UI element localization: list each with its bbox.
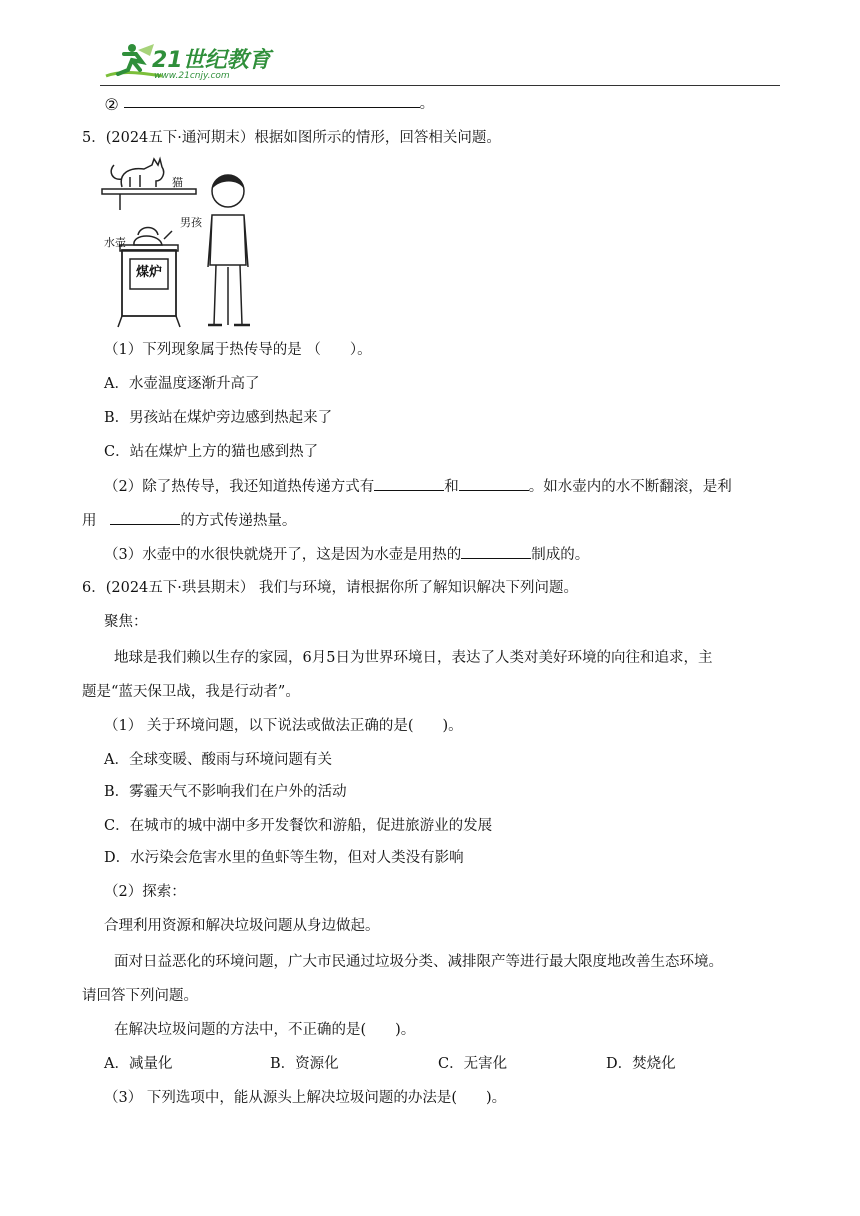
q6-focus-label: 聚焦： [104, 614, 148, 630]
q6-sub2-question: 在解决垃圾问题的方法中，不正确的是( )。 [114, 1022, 416, 1038]
logo-text: 21世纪教育 [152, 48, 271, 73]
q5-option-a[interactable]: A．水壶温度逐渐升高了 [104, 376, 260, 392]
site-logo [102, 40, 272, 86]
q6-sub3: （3） 下列选项中，能从源头上解决垃圾问题的办法是( )。 [104, 1090, 507, 1106]
label-cat: 猫 [172, 176, 183, 189]
label-boy: 男孩 [180, 216, 202, 229]
q5-option-c[interactable]: C．站在煤炉上方的猫也感到热了 [104, 444, 319, 460]
q6-sub1: （1） 关于环境问题，以下说法或做法正确的是( )。 [104, 718, 463, 734]
q6-sub2-line: 合理利用资源和解决垃圾问题从身边做起。 [104, 918, 380, 934]
q5-sub2-line2: 用 的方式传递热量。 [82, 510, 296, 531]
answer-blank[interactable] [110, 510, 180, 525]
q6-para2-line1: 面对日益恶化的环境问题，广大市民通过垃圾分类、减排限产等进行最大限度地改善生态环境。 [114, 954, 723, 970]
q6-sub2-option-d[interactable]: D．焚烧化 [606, 1056, 676, 1072]
q6-sub1-option-b[interactable]: B．雾霾天气不影响我们在户外的活动 [104, 784, 347, 800]
q6-sub2-option-a[interactable]: A．减量化 [104, 1056, 173, 1072]
q4-answer-line [104, 93, 434, 114]
q6-para2-line2: 请回答下列问题。 [82, 988, 198, 1004]
answer-blank[interactable] [461, 544, 531, 559]
q6-sub2-option-b[interactable]: B．资源化 [270, 1056, 339, 1072]
period: 。 [419, 96, 435, 112]
q5-sub1: （1）下列现象属于热传导的是 （ ）。 [104, 342, 372, 358]
heat-transfer-illustration [100, 155, 260, 330]
q5-sub3: （3）水壶中的水很快就烧开了，这是因为水壶是用热的 制成的。 [104, 544, 589, 565]
answer-blank[interactable] [459, 476, 529, 491]
answer-blank[interactable] [124, 93, 420, 108]
label-stove: 煤炉 [136, 265, 163, 280]
q6-stem: 6．(2024五下·珙县期末） 我们与环境，请根据你所了解知识解决下列问题。 [82, 580, 578, 596]
q6-sub1-option-c[interactable]: C．在城市的城中湖中多开发餐饮和游船，促进旅游业的发展 [104, 818, 493, 834]
q6-sub2-option-c[interactable]: C．无害化 [438, 1056, 508, 1072]
q6-sub2-label: （2）探索： [104, 884, 186, 900]
q6-para1-line2: 题是“蓝天保卫战，我是行动者”。 [82, 684, 300, 700]
q5-stem: 5．(2024五下·通河期末）根据如图所示的情形，回答相关问题。 [82, 130, 501, 146]
label-kettle: 水壶 [104, 236, 126, 249]
answer-blank[interactable] [374, 476, 444, 491]
q6-sub1-option-d[interactable]: D．水污染会危害水里的鱼虾等生物，但对人类没有影响 [104, 850, 464, 866]
q6-para1-line1: 地球是我们赖以生存的家园，6月5日为世界环境日，表达了人类对美好环境的向往和追求，主 [114, 650, 713, 666]
header-divider [100, 85, 780, 86]
circled-number-2: ② [104, 94, 119, 114]
q5-option-b[interactable]: B．男孩站在煤炉旁边感到热起来了 [104, 410, 333, 426]
logo-subtext: www.21cnjy.com [154, 71, 230, 81]
q6-sub1-option-a[interactable]: A．全球变暖、酸雨与环境问题有关 [104, 752, 332, 768]
q5-sub2-line1: （2）除了热传导，我还知道热传递方式有 和 。如水壶内的水不断翻滚，是利 [104, 476, 732, 497]
